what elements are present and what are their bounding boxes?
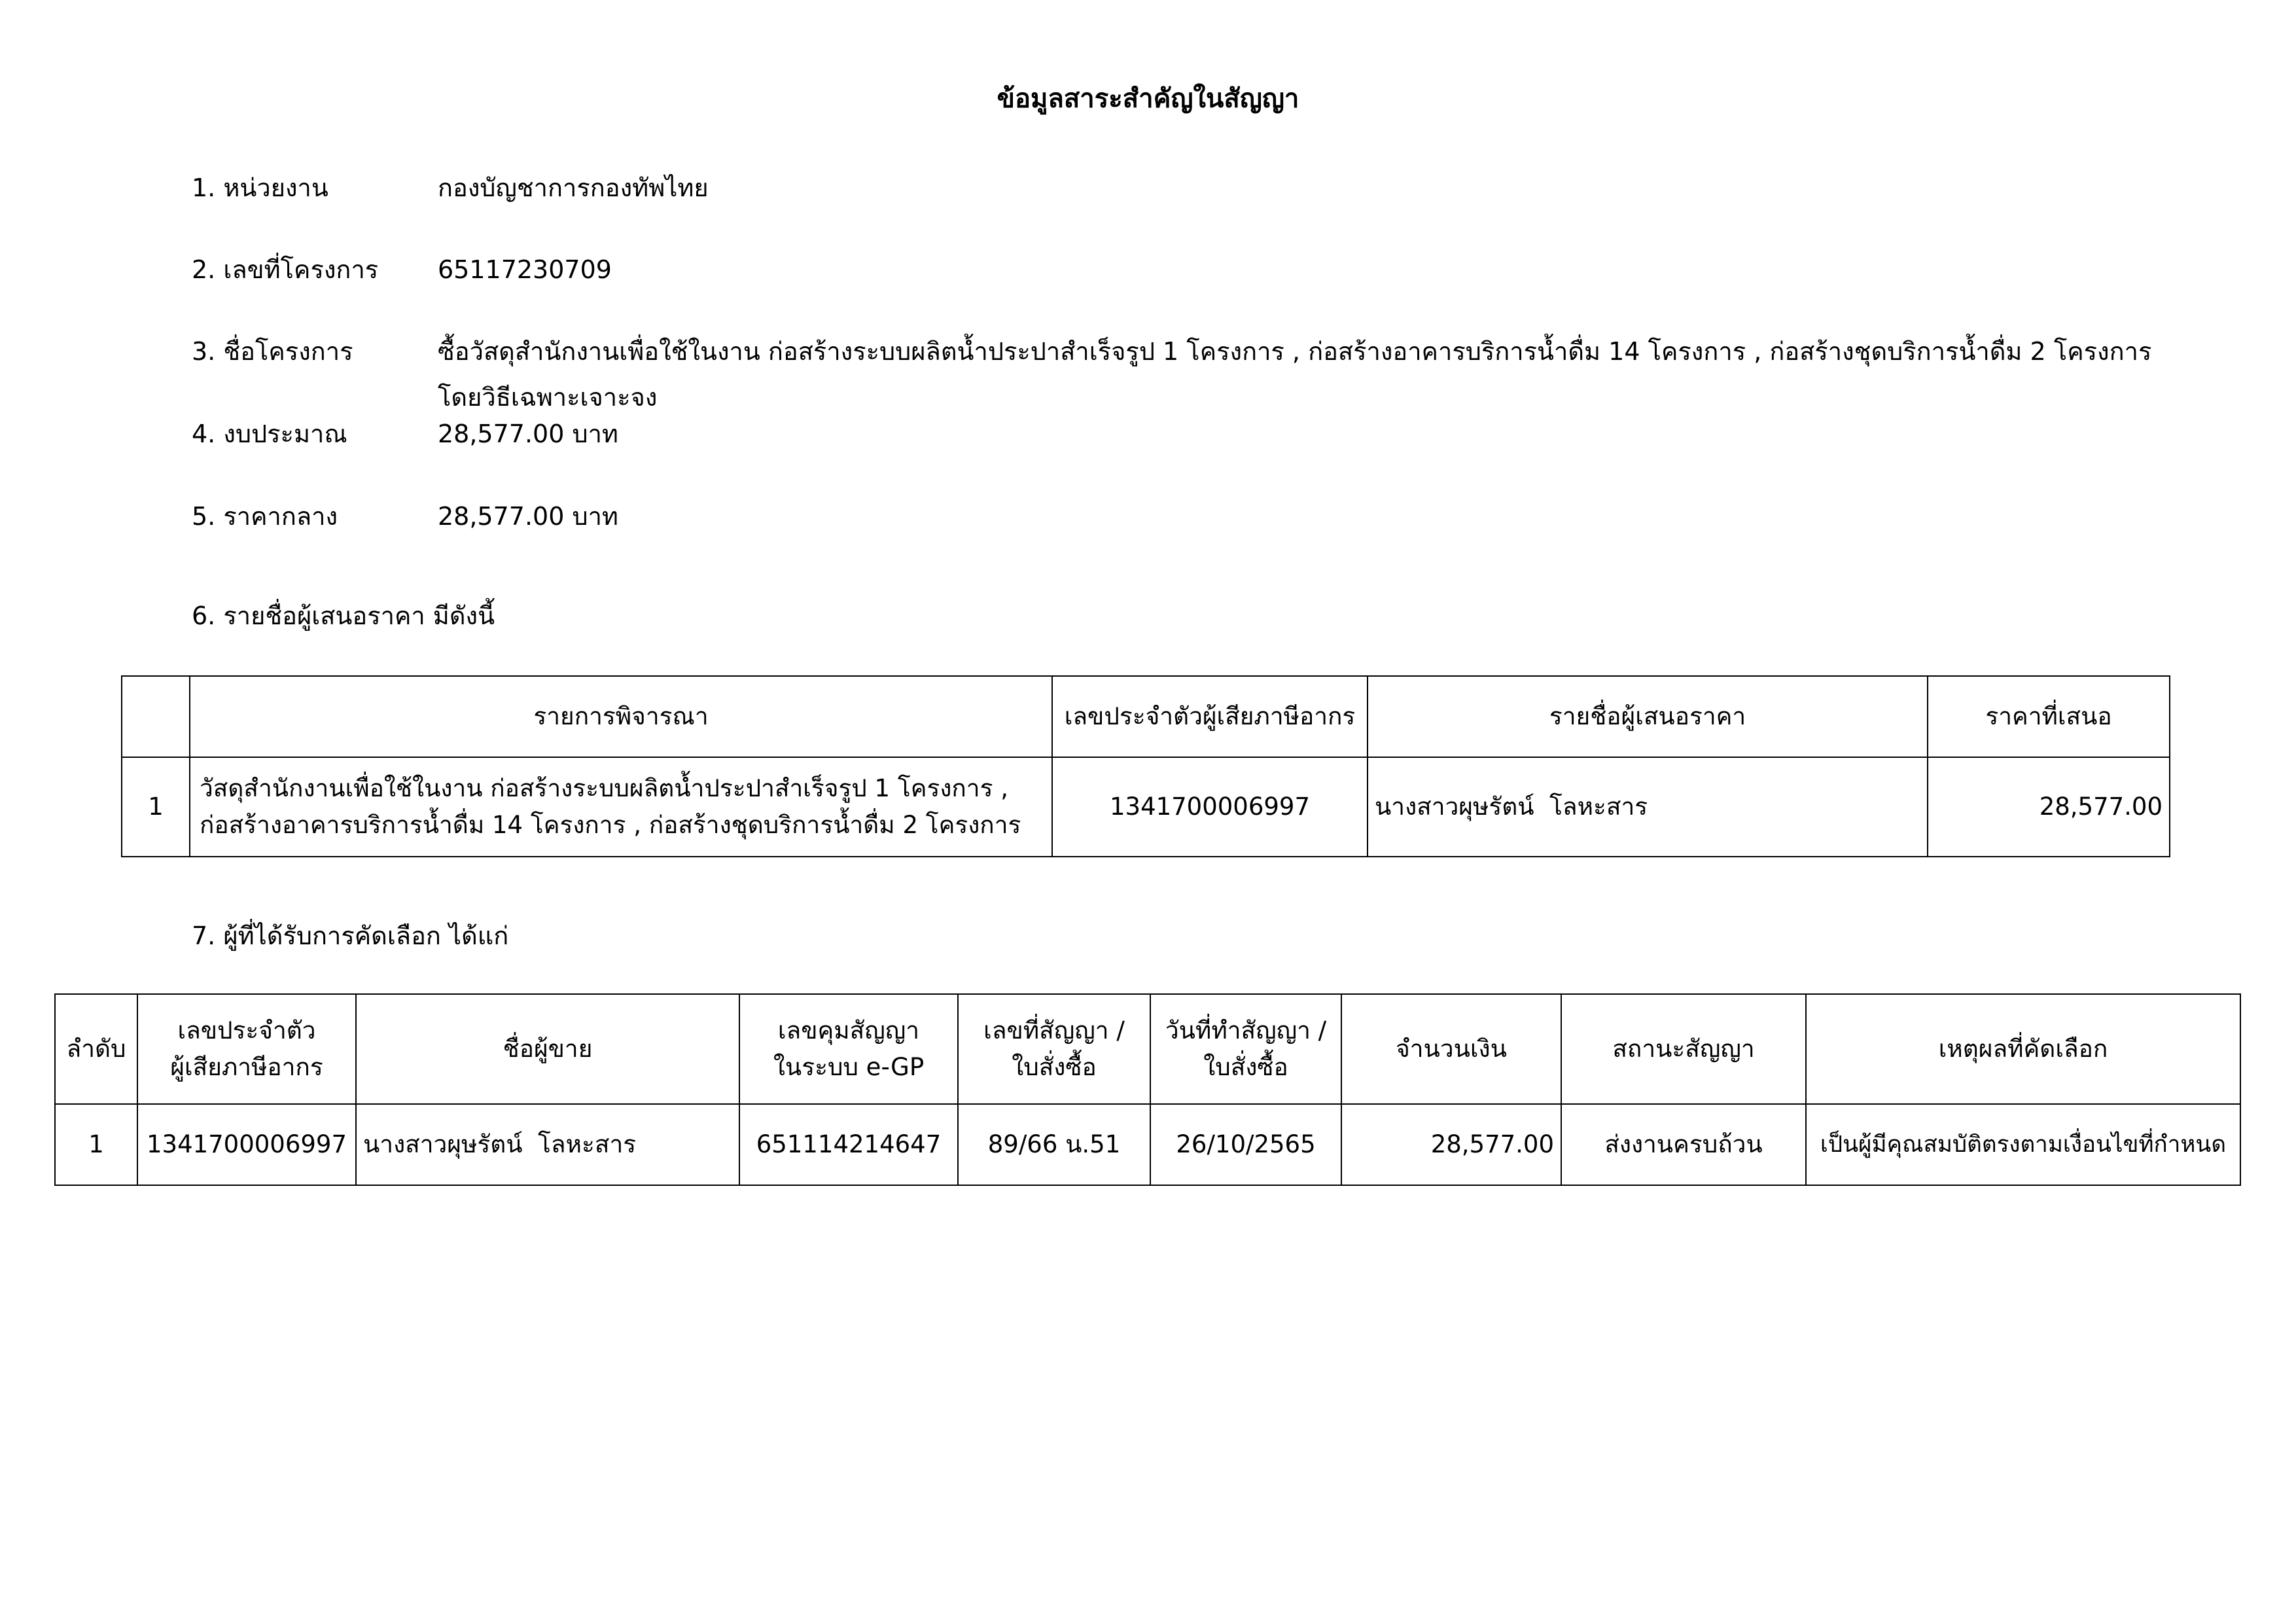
bidder-row-item-line-2: ก่อสร้างอาคารบริการน้ำดื่ม 14 โครงการ , ก่อสร้างชุดบริการน้ำดื่ม 2 โครงการ bbox=[200, 811, 1021, 839]
winners-col-amount: จำนวนเงิน bbox=[1341, 994, 1561, 1104]
winners-table bbox=[54, 993, 2241, 1186]
table-row bbox=[55, 1104, 2240, 1185]
winners-col-control-no-line-2: ในระบบ e-GP bbox=[773, 1053, 925, 1081]
winners-col-no: ลำดับ bbox=[55, 994, 137, 1104]
project-number-label: 2. เลขที่โครงการ bbox=[192, 255, 379, 284]
winner-row-reason: เป็นผู้มีคุณสมบัติตรงตามเงื่อนไขที่กำหนด bbox=[1806, 1104, 2240, 1185]
winners-col-reason: เหตุผลที่คัดเลือก bbox=[1806, 994, 2240, 1104]
winner-row-no: 1 bbox=[55, 1104, 137, 1185]
winners-col-contract-date-line-2: ใบสั่งซื้อ bbox=[1203, 1053, 1288, 1081]
winners-col-tax-id bbox=[137, 994, 356, 1104]
agency-label: 1. หน่วยงาน bbox=[192, 173, 328, 202]
winner-row-amount: 28,577.00 bbox=[1341, 1104, 1561, 1185]
project-name-line-1: ซื้อวัสดุสำนักงานเพื่อใช้ในงาน ก่อสร้างระบบผลิตน้ำประปาสำเร็จรูป 1 โครงการ , ก่อสร้างอาคารบริการน้ำดื่ม 14 โครงการ , ก่อสร้างชุดบริการน้ำดื่ม 2 โครงการ bbox=[438, 337, 2152, 366]
median-price-value: 28,577.00 บาท bbox=[438, 502, 618, 531]
median-price-label: 5. ราคากลาง bbox=[192, 502, 338, 531]
bidders-header-row bbox=[122, 676, 2170, 757]
winners-heading: 7. ผู้ที่ได้รับการคัดเลือก ได้แก่ bbox=[192, 921, 509, 950]
project-number-field bbox=[192, 253, 612, 286]
winner-row-contract-no: 89/66 น.51 bbox=[958, 1104, 1150, 1185]
bidder-row-no: 1 bbox=[122, 757, 190, 857]
agency-value: กองบัญชาการกองทัพไทย bbox=[438, 173, 709, 202]
bidders-table bbox=[121, 675, 2170, 857]
bidder-row-price: 28,577.00 bbox=[1928, 757, 2170, 857]
bidder-row-tax-id: 1341700006997 bbox=[1052, 757, 1368, 857]
winners-header-row bbox=[55, 994, 2240, 1104]
budget-label: 4. งบประมาณ bbox=[192, 419, 347, 448]
winners-col-contract-date bbox=[1150, 994, 1341, 1104]
project-name-field bbox=[192, 335, 2152, 412]
winners-col-control-no-line-1: เลขคุมสัญญา bbox=[777, 1016, 920, 1044]
bidder-row-item-line-1: วัสดุสำนักงานเพื่อใช้ในงาน ก่อสร้างระบบผลิตน้ำประปาสำเร็จรูป 1 โครงการ , bbox=[200, 774, 1008, 802]
project-name-line-2: โดยวิธีเฉพาะเจาะจง bbox=[438, 383, 658, 412]
bidders-col-no bbox=[122, 676, 190, 757]
winner-row-contract-date: 26/10/2565 bbox=[1150, 1104, 1341, 1185]
winners-col-contract-no-line-1: เลขที่สัญญา / bbox=[983, 1016, 1125, 1044]
winner-row-tax-id: 1341700006997 bbox=[137, 1104, 356, 1185]
project-name-value bbox=[438, 335, 2152, 412]
winner-row-seller: นางสาวผุษรัตน์ โลหะสาร bbox=[356, 1104, 739, 1185]
budget-value: 28,577.00 บาท bbox=[438, 419, 618, 448]
bidders-col-price: ราคาที่เสนอ bbox=[1928, 676, 2170, 757]
budget-field bbox=[192, 418, 618, 450]
winners-col-contract-date-line-1: วันที่ทำสัญญา / bbox=[1165, 1016, 1327, 1044]
winner-row-control-no: 651114214647 bbox=[739, 1104, 958, 1185]
winners-col-seller: ชื่อผู้ขาย bbox=[356, 994, 739, 1104]
winners-col-control-no bbox=[739, 994, 958, 1104]
table-row bbox=[122, 757, 2170, 857]
bidders-col-bidder: รายชื่อผู้เสนอราคา bbox=[1368, 676, 1928, 757]
winners-col-contract-no-line-2: ใบสั่งซื้อ bbox=[1012, 1053, 1097, 1081]
winners-col-tax-id-line-2: ผู้เสียภาษีอากร bbox=[170, 1053, 323, 1081]
bidder-row-item bbox=[190, 757, 1052, 857]
winners-col-tax-id-line-1: เลขประจำตัว bbox=[177, 1016, 316, 1044]
winner-row-status: ส่งงานครบถ้วน bbox=[1561, 1104, 1806, 1185]
agency-field bbox=[192, 171, 709, 204]
bidders-col-tax-id: เลขประจำตัวผู้เสียภาษีอากร bbox=[1052, 676, 1368, 757]
bidders-heading: 6. รายชื่อผู้เสนอราคา มีดังนี้ bbox=[192, 601, 495, 630]
document-title: ข้อมูลสาระสำคัญในสัญญา bbox=[997, 84, 1299, 114]
bidders-col-item: รายการพิจารณา bbox=[190, 676, 1052, 757]
project-number-value: 65117230709 bbox=[438, 255, 612, 284]
bidder-row-name: นางสาวผุษรัตน์ โลหะสาร bbox=[1368, 757, 1928, 857]
project-name-label: 3. ชื่อโครงการ bbox=[192, 337, 353, 366]
median-price-field bbox=[192, 500, 618, 533]
winners-col-contract-no bbox=[958, 994, 1150, 1104]
winners-col-status: สถานะสัญญา bbox=[1561, 994, 1806, 1104]
